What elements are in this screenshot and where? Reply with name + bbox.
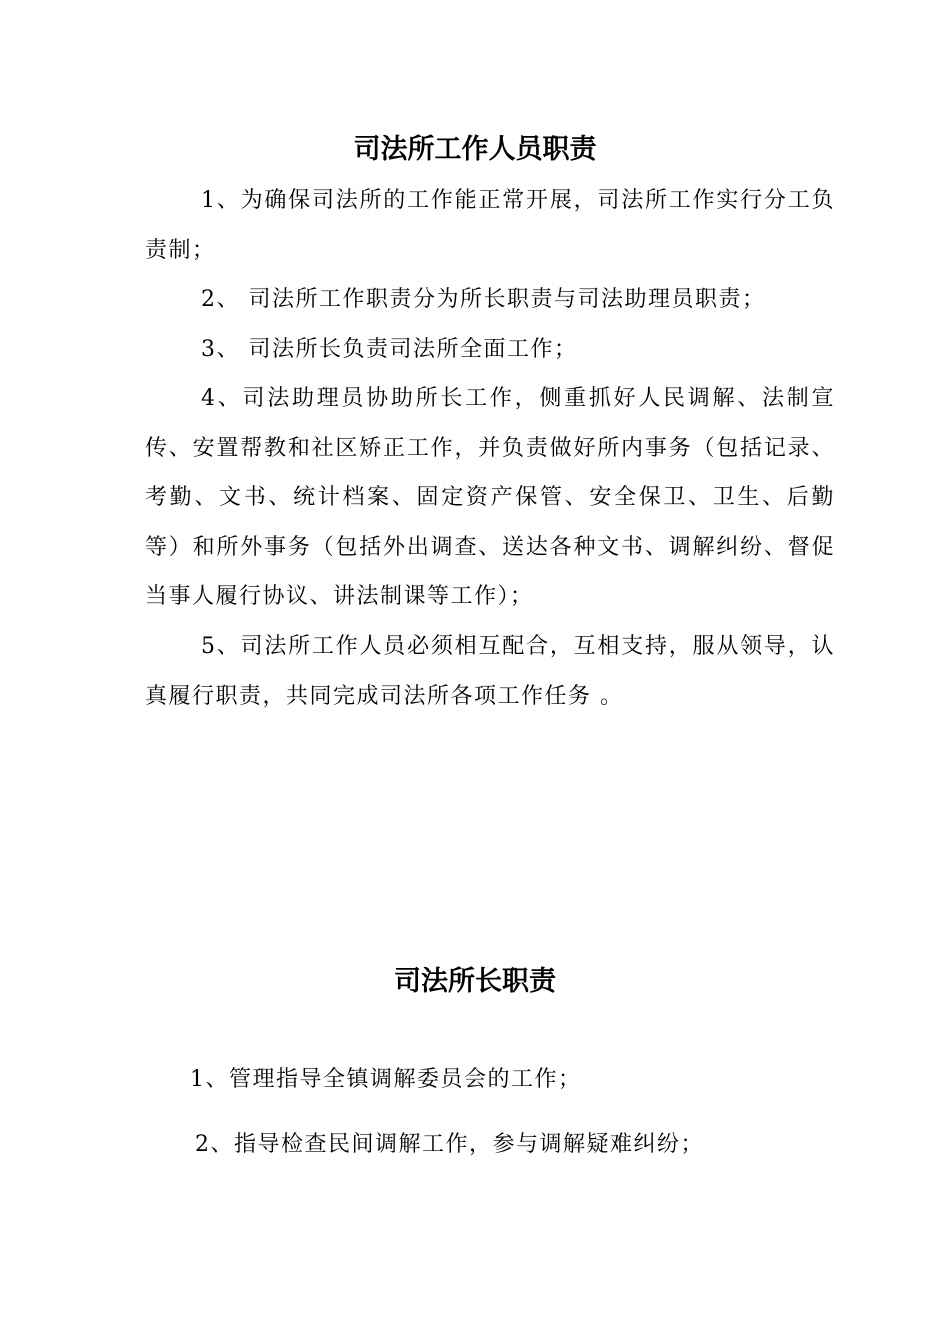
paragraph-3: 3、 司法所长负责司法所全面工作；: [201, 337, 578, 362]
paragraph-1: 1、为确保司法所的工作能正常开展，司法所工作实行分工负责制；: [145, 188, 835, 263]
paragraph-2: 2、 司法所工作职责分为所长职责与司法助理员职责；: [201, 287, 766, 312]
paragraph-5: 5、司法所工作人员必须相互配合，互相支持，服从领导，认真履行职责，共同完成司法所各项工作任务 。: [145, 634, 835, 709]
paragraph-4: 4、司法助理员协助所长工作，侧重抓好人民调解、法制宣传、安置帮教和社区矫正工作，并负责做好所内事务（包括记录、考勤、文书、统计档案、固定资产保管、安全保卫、卫生、后勤等）和所外事务（包括外出调查、送达各种文书、调解纠纷、督促当事人履行协议、讲法制课等工作）；: [145, 386, 835, 609]
director-duty-item-2: 2、指导检查民间调解工作，参与调解疑难纠纷；: [195, 1132, 704, 1157]
section-title-staff-duties: 司法所工作人员职责: [353, 134, 597, 165]
section-title-director-duties: 司法所长职责: [394, 966, 556, 997]
director-duty-item-1: 1、管理指导全镇调解委员会的工作；: [190, 1067, 582, 1092]
